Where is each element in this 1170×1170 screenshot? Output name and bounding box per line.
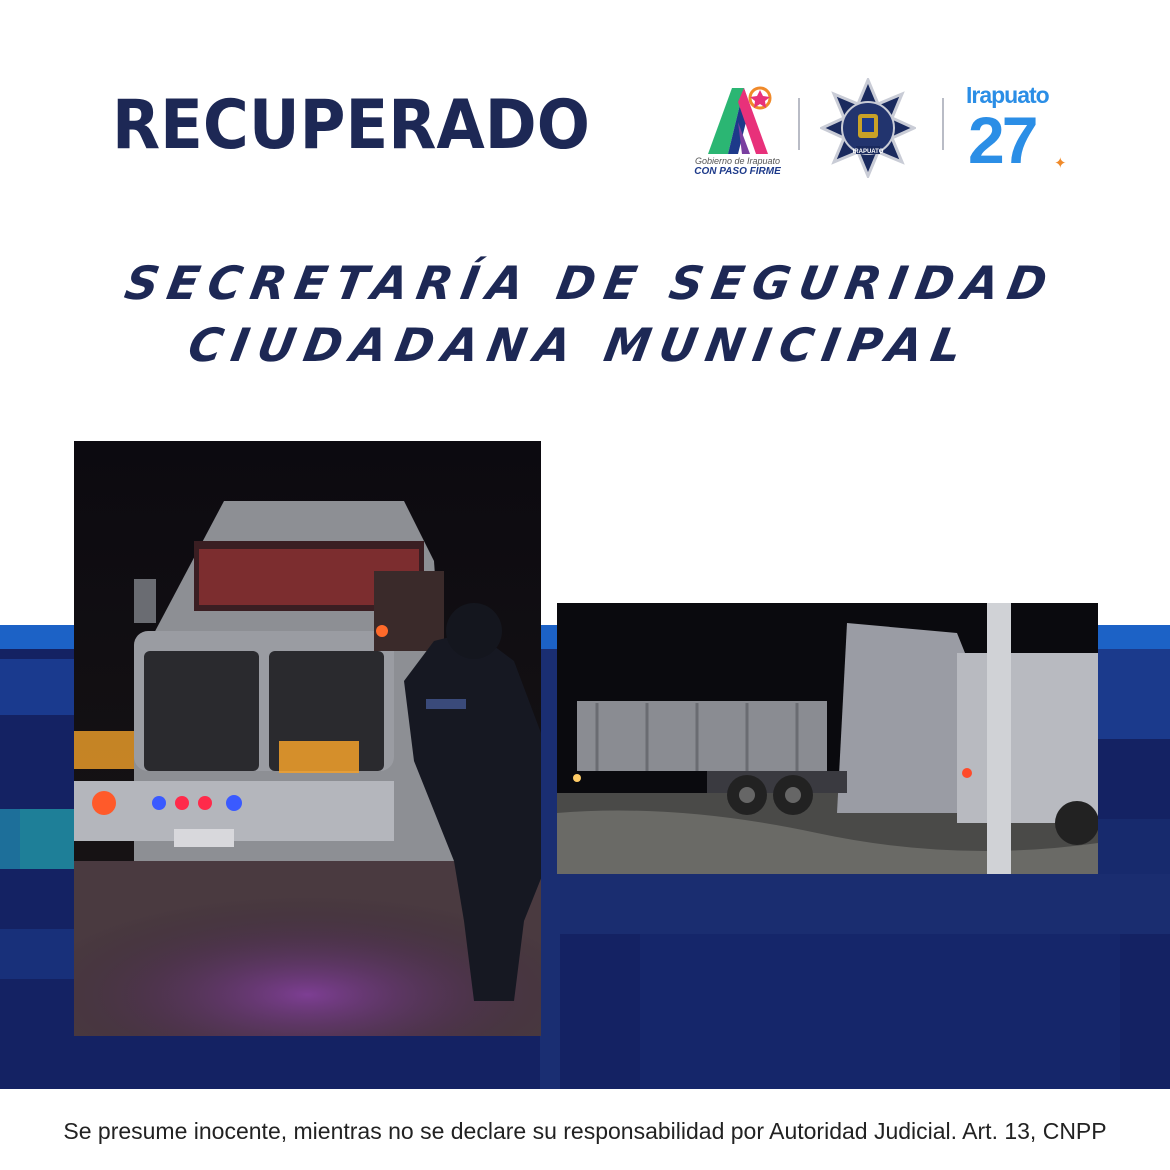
subtitle [0, 252, 1170, 376]
brand-number: 27 [968, 103, 1036, 177]
disclaimer: Se presume inocente, mientras no se declare su responsabilidad por Autoridad Judicial. Art. 13, CNPP [63, 1118, 1107, 1144]
photo-truck-front-officer [74, 441, 541, 1036]
logo-separator [942, 98, 944, 150]
logo-strip [690, 76, 1090, 186]
photo-truck-side [557, 603, 1098, 874]
pixel-tile [1098, 649, 1170, 739]
pixel-tile [0, 929, 75, 979]
pixel-tile [20, 809, 75, 869]
subtitle-line-2: CIUDADANA MUNICIPAL [184, 318, 975, 372]
pixel-tile [1098, 819, 1170, 879]
pixel-tile [0, 659, 75, 715]
police-badge-text: IRAPUATO [852, 149, 884, 155]
municipal-logo [690, 76, 785, 186]
municipal-logo-icon [698, 82, 778, 158]
brand-star-icon: ✦ [1054, 155, 1067, 172]
logo-separator [798, 98, 800, 150]
brand-name: Irapuato [966, 82, 1049, 108]
pixel-tile [560, 874, 1170, 934]
municipal-logo-caption: CON PASO FIRME [694, 166, 781, 177]
pixel-tile [640, 934, 1120, 1089]
irapuato-27-logo [966, 82, 1076, 182]
headline: RECUPERADO [112, 86, 590, 165]
municipal-logo-small-text: Gobierno de Irapuato [694, 156, 781, 166]
subtitle-line-1: SECRETARÍA DE SEGURIDAD [120, 256, 1060, 310]
police-badge-icon [820, 78, 916, 178]
